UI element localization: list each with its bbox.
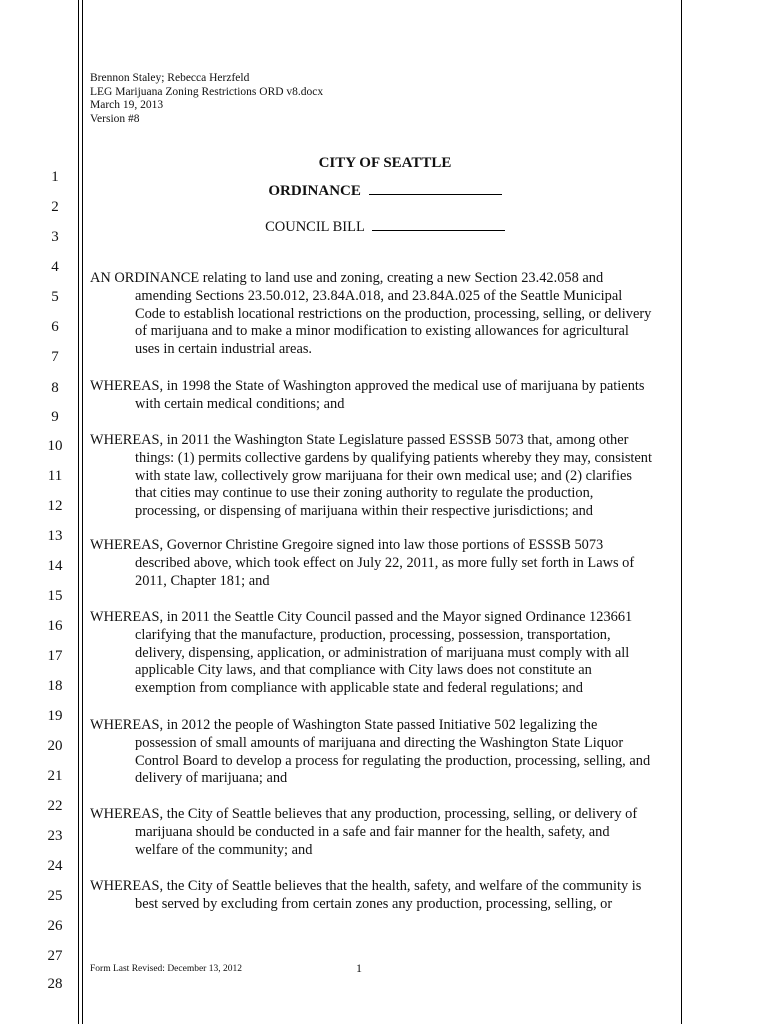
line-number: 17 xyxy=(47,648,63,664)
paragraph-line: WHEREAS, in 2011 the Seattle City Council passed and the Mayor signed Ordinance 123661 xyxy=(90,609,633,625)
line-number: 25 xyxy=(47,888,63,904)
paragraph xyxy=(90,537,682,590)
line-number: 16 xyxy=(47,618,63,634)
line-number: 9 xyxy=(51,409,59,425)
line-number: 15 xyxy=(47,588,63,604)
paragraph-line: delivery of marijuana; and xyxy=(135,770,288,787)
line-number: 10 xyxy=(47,438,63,454)
paragraph-line: possession of small amounts of marijuana and directing the Washington State Liquor xyxy=(135,734,624,751)
ordinance-line xyxy=(90,182,680,200)
paragraph-line: applicable City laws, and that compliance with City laws does not constitute an xyxy=(135,662,592,679)
line-number: 8 xyxy=(51,380,59,396)
line-number: 11 xyxy=(47,468,63,484)
paragraph-line: clarifying that the manufacture, production, processing, possession, transportation, xyxy=(135,626,611,643)
page-number: 1 xyxy=(356,961,362,975)
header-version: Version #8 xyxy=(90,112,140,125)
paragraph xyxy=(90,717,682,788)
paragraph-line: WHEREAS, in 1998 the State of Washington approved the medical use of marijuana by patients xyxy=(90,378,645,394)
line-number: 19 xyxy=(47,708,63,724)
paragraph-line: exemption from compliance with applicable state and federal regulations; and xyxy=(135,680,583,697)
paragraph-line: Code to establish locational restrictions on the production, processing, selling, or delivery xyxy=(135,305,652,322)
paragraph-line: WHEREAS, the City of Seattle believes that the health, safety, and welfare of the community is xyxy=(90,878,642,894)
line-number: 13 xyxy=(47,528,63,544)
paragraph xyxy=(90,378,682,414)
line-number: 18 xyxy=(47,678,63,694)
paragraph xyxy=(90,878,682,914)
city-title-text: CITY OF SEATTLE xyxy=(318,155,452,171)
paragraph-line: with state law, collectively grow marijuana for their own medical use; and (2) clarifies xyxy=(135,467,632,484)
line-number: 4 xyxy=(51,259,59,275)
council-bill-line xyxy=(90,218,680,236)
ordinance-number-blank xyxy=(369,182,502,195)
paragraph-line: WHEREAS, in 2012 the people of Washington State passed Initiative 502 legalizing the xyxy=(90,717,598,733)
line-number: 23 xyxy=(47,828,63,844)
header-date: March 19, 2013 xyxy=(90,99,164,111)
paragraph-line: things: (1) permits collective gardens by qualifying patients whereby they may, consistent xyxy=(135,449,653,466)
line-number: 20 xyxy=(47,738,63,754)
line-number: 14 xyxy=(47,558,63,574)
line-number: 26 xyxy=(47,918,63,934)
line-number: 24 xyxy=(47,858,63,874)
line-number: 7 xyxy=(51,349,59,365)
header-authors: Brennon Staley; Rebecca Herzfeld xyxy=(90,72,250,84)
line-number: 2 xyxy=(51,199,59,215)
line-number: 1 xyxy=(51,169,59,185)
line-number: 5 xyxy=(51,289,59,305)
paragraph xyxy=(90,609,682,698)
paragraph-line: marijuana should be conducted in a safe and fair manner for the health, safety, and xyxy=(135,823,610,840)
ordinance-label: ORDINANCE xyxy=(268,183,361,199)
line-number: 6 xyxy=(51,319,59,335)
paragraph-line: AN ORDINANCE relating to land use and zoning, creating a new Section 23.42.058 and xyxy=(90,270,604,286)
line-number: 22 xyxy=(47,798,63,814)
paragraph-line: processing, or dispensing of marijuana within their respective jurisdictions; and xyxy=(135,503,593,520)
paragraph xyxy=(90,806,682,859)
line-number: 12 xyxy=(47,498,63,514)
paragraph-line: of marijuana and to make a minor modification to existing allowances for agricultural xyxy=(135,323,629,340)
paragraph-line: Control Board to develop a process for regulating the production, processing, selling, and xyxy=(135,752,651,769)
council-bill-number-blank xyxy=(372,218,505,231)
council-bill-label: COUNCIL BILL xyxy=(265,219,365,235)
paragraph-line: delivery, dispensing, application, or administration of marijuana must comply with all xyxy=(135,644,630,661)
paragraph xyxy=(90,432,682,521)
paragraph xyxy=(90,270,682,359)
city-title xyxy=(90,155,680,172)
line-number: 27 xyxy=(47,948,63,964)
paragraph-line: WHEREAS, in 2011 the Washington State Legislature passed ESSSB 5073 that, among other xyxy=(90,432,629,448)
paragraph-line: with certain medical conditions; and xyxy=(135,395,345,412)
paragraph-line: welfare of the community; and xyxy=(135,841,313,858)
line-number: 28 xyxy=(47,976,63,992)
paragraph-line: described above, which took effect on July 22, 2011, as more fully set forth in Laws of xyxy=(135,554,635,571)
header-filename: LEG Marijuana Zoning Restrictions ORD v8.docx xyxy=(90,85,324,98)
line-number: 3 xyxy=(51,229,59,245)
footer-revised: Form Last Revised: December 13, 2012 xyxy=(90,964,242,974)
paragraph-line: that cities may continue to use their zoning authority to regulate the production, xyxy=(135,485,594,502)
paragraph-line: best served by excluding from certain zones any production, processing, selling, or xyxy=(135,895,613,912)
left-margin-rule-inner xyxy=(82,0,83,1024)
paragraph-line: 2011, Chapter 181; and xyxy=(135,572,270,589)
document-header xyxy=(90,72,323,126)
line-number: 21 xyxy=(47,768,63,784)
paragraph-line: WHEREAS, Governor Christine Gregoire signed into law those portions of ESSSB 5073 xyxy=(90,537,604,553)
paragraph-line: amending Sections 23.50.012, 23.84A.018, and 23.84A.025 of the Seattle Municipal xyxy=(135,287,623,304)
left-margin-rule-outer xyxy=(78,0,79,1024)
paragraph-line: uses in certain industrial areas. xyxy=(135,341,313,358)
paragraph-line: WHEREAS, the City of Seattle believes that any production, processing, selling, or delivery of xyxy=(90,806,638,822)
